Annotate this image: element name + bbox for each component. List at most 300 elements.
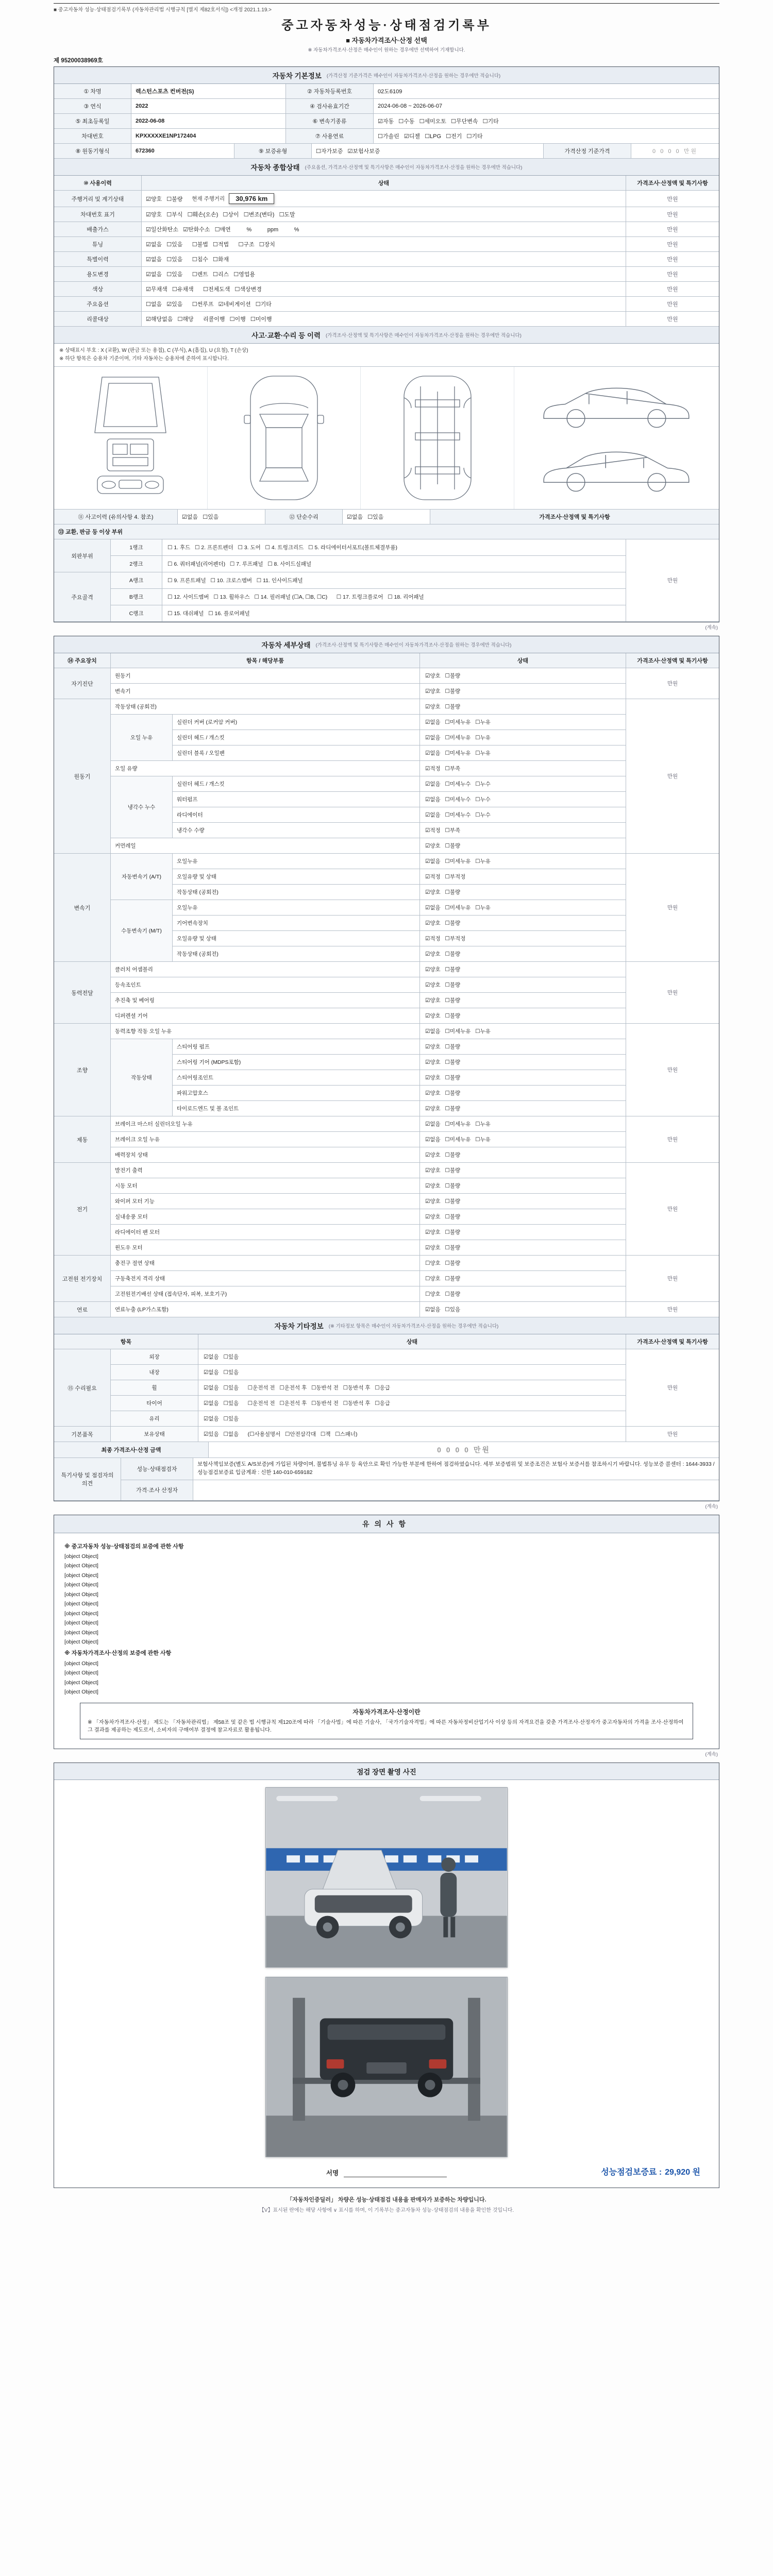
detail-row bbox=[111, 1008, 626, 1024]
detail-row bbox=[111, 1271, 626, 1286]
price-cell: 만원 bbox=[626, 282, 719, 297]
detail-item-label: 실린더 블록 / 오일팬 bbox=[173, 745, 420, 761]
section-detail-note: (가격조사·산정액 및 특기사항은 매수인이 자동차가격조사·산정을 원하는 경우에만 적습니다) bbox=[315, 642, 512, 648]
rank-checkbox-group[interactable]: ☐ 15. 대쉬패널 ☐ 16. 플로어패널 bbox=[162, 605, 626, 622]
detail-status-checkbox-group[interactable]: ☑양호 ☐불량 bbox=[420, 946, 626, 962]
notice-part2-title: ※ 자동차가격조사·산정의 보증에 관한 사항 bbox=[64, 1650, 172, 1657]
detail-section-rows bbox=[111, 1024, 626, 1039]
footer-check-mark-note: 【V】표시된 란에는 해당 사항에 ∨ 표시를 하며, 이 기록부는 중고자동차 성능·상태점검의 내용을 확인한 것입니다. bbox=[259, 2207, 514, 2213]
final-price-row bbox=[54, 1442, 719, 1458]
notice-title: 유의사항 bbox=[54, 1515, 719, 1533]
detail-row bbox=[111, 1225, 626, 1240]
detail-status-checkbox-group[interactable]: ☑양호 ☐불량 bbox=[420, 1240, 626, 1256]
detail-section-rows bbox=[111, 838, 626, 854]
side-view-right-diagram bbox=[539, 442, 694, 498]
notice-item: [object Object] bbox=[64, 1639, 98, 1645]
detail-row bbox=[111, 1163, 626, 1178]
detail-status-checkbox-group[interactable]: ☑양호 ☐불량 bbox=[420, 1163, 626, 1178]
status-options[interactable]: ☑양호 ☐부식 ☐훼손(오손) ☐상이 ☐변조(변타) ☐도말 bbox=[146, 212, 295, 218]
signature-zone bbox=[282, 2167, 491, 2177]
field-value-checkbox-group[interactable]: ☐가솔린 ☑디젤 ☐LPG ☐전기 ☐기타 bbox=[374, 129, 719, 144]
notice-item: [object Object] bbox=[64, 1611, 98, 1617]
column-header-item: 항목 bbox=[54, 1334, 198, 1349]
status-options[interactable]: ☑일산화탄소 ☑탄화수소 ☐매연 % ppm % bbox=[146, 227, 299, 233]
field-label: 차대번호 bbox=[54, 129, 131, 144]
detail-group-name: 연료 bbox=[54, 1302, 111, 1317]
detail-status-checkbox-group[interactable]: ☑양호 ☐불량 bbox=[420, 916, 626, 931]
basic-info-row bbox=[54, 129, 719, 144]
rank-label: 1랭크 bbox=[111, 539, 162, 556]
notice-item: [object Object] bbox=[64, 1660, 98, 1667]
detail-section-rows bbox=[111, 962, 626, 1024]
overall-status-checkbox-group[interactable] bbox=[142, 282, 626, 297]
detail-section bbox=[111, 1163, 626, 1256]
detail-item-label: 배력장치 상태 bbox=[111, 1147, 420, 1163]
page-footer bbox=[54, 2195, 719, 2213]
detail-row bbox=[173, 776, 626, 792]
exchange-rank-list bbox=[111, 572, 626, 622]
detail-status-checkbox-group[interactable]: ☑양호 ☐불량 bbox=[420, 668, 626, 684]
detail-status-checkbox-group[interactable]: ☑없음 ☐미세누유 ☐누유 bbox=[420, 730, 626, 745]
detail-section bbox=[111, 1302, 626, 1317]
detail-section-rows bbox=[111, 668, 626, 699]
status-options[interactable]: ☑해당없음 ☐해당 리콜이행 ☐이행 ☐미이행 bbox=[146, 316, 272, 323]
section-overall-title: 자동차 종합상태 bbox=[250, 164, 300, 172]
field-value-checkbox-group[interactable]: 02도6109 bbox=[374, 84, 719, 99]
field-value: 2022 bbox=[131, 99, 286, 114]
accident-history-row bbox=[54, 510, 719, 524]
detail-item-label: 추진축 및 베어링 bbox=[111, 993, 420, 1008]
column-header-part: 항목 / 해당부품 bbox=[111, 653, 420, 668]
exchange-group-name: 외판부위 bbox=[54, 539, 111, 572]
detail-group-sections bbox=[111, 962, 626, 1024]
etc-group-rows bbox=[111, 1349, 626, 1427]
column-header-status: 상태 bbox=[142, 176, 626, 191]
detail-row bbox=[111, 962, 626, 977]
detail-group bbox=[54, 1024, 719, 1116]
detail-item-label: 파워고압호스 bbox=[173, 1086, 420, 1101]
detail-group-name: 조향 bbox=[54, 1024, 111, 1116]
exchange-group-name: 주요골격 bbox=[54, 572, 111, 622]
mileage-label: 현재 주행거리 bbox=[192, 196, 225, 202]
detail-status-checkbox-group[interactable]: ☑적정 ☐부족 bbox=[420, 761, 626, 776]
detail-row bbox=[173, 869, 626, 885]
detail-group-name: 원동기 bbox=[54, 699, 111, 854]
detail-section bbox=[111, 761, 626, 776]
detail-item-label: 발전기 출력 bbox=[111, 1163, 420, 1178]
detail-item-label: 작동상태 (공회전) bbox=[173, 885, 420, 900]
engine-type-label: ⑧ 원동기형식 bbox=[54, 144, 131, 159]
notice-items-2 bbox=[64, 1660, 709, 1697]
detail-item-label: 실린더 헤드 / 개스킷 bbox=[173, 776, 420, 792]
detail-status-checkbox-group[interactable]: ☐양호 ☐불량 bbox=[420, 1256, 626, 1271]
column-header-price: 가격조사·산정액 및 특기사항 bbox=[626, 1334, 719, 1349]
detail-item-label: 브레이크 오일 누유 bbox=[111, 1132, 420, 1147]
price-cell: 만원 bbox=[626, 222, 719, 237]
detail-status-checkbox-group[interactable]: ☑없음 ☐미세누수 ☐누수 bbox=[420, 807, 626, 823]
detail-row bbox=[173, 730, 626, 745]
document-page bbox=[54, 0, 719, 2213]
mileage-value: 30,976 km bbox=[229, 193, 274, 204]
column-header-price: 가격조사·산정액 및 특기사항 bbox=[626, 176, 719, 191]
etc-item-label: 휠 bbox=[111, 1380, 198, 1396]
etc-table bbox=[54, 1349, 719, 1442]
section-box-1 bbox=[54, 66, 719, 622]
section-box-2 bbox=[54, 636, 719, 1501]
fee-zone bbox=[491, 2165, 700, 2177]
final-price-value: 0 0 0 0 만원 bbox=[209, 1442, 719, 1458]
detail-group-name: 동력전달 bbox=[54, 962, 111, 1024]
etc-status-checkbox-group[interactable]: ☑있음 ☐없음 (☐사용설명서 ☐안전삼각대 ☐잭 ☐스패너) bbox=[198, 1427, 626, 1442]
etc-status-checkbox-group[interactable]: ☑없음 ☐있음 bbox=[198, 1411, 626, 1427]
overall-status-checkbox-group[interactable] bbox=[142, 222, 626, 237]
exchange-table bbox=[54, 539, 719, 622]
detail-item-label: 냉각수 수량 bbox=[173, 823, 420, 838]
overall-row bbox=[54, 237, 719, 252]
detail-subgroup-label: 오일 누유 bbox=[111, 715, 173, 761]
rank-label: C랭크 bbox=[111, 605, 162, 622]
etc-status-checkbox-group[interactable]: ☑없음 ☐있음 ☐운전석 전 ☐운전석 후 ☐동반석 전 ☐동반석 후 ☐응급 bbox=[198, 1396, 626, 1411]
exchange-groups bbox=[54, 539, 626, 622]
section-box-photos bbox=[54, 1762, 719, 2188]
detail-group-sections bbox=[111, 699, 626, 854]
overall-item-label: 용도변경 bbox=[54, 267, 142, 282]
price-definition-box bbox=[80, 1703, 693, 1739]
etc-group-name: ⑮ 수리필요 bbox=[54, 1349, 111, 1427]
detail-section bbox=[111, 900, 626, 962]
detail-status-checkbox-group[interactable]: ☑적정 ☐부적정 bbox=[420, 869, 626, 885]
detail-item-label: 커먼레일 bbox=[111, 838, 420, 854]
overall-row bbox=[54, 282, 719, 297]
detail-section-rows bbox=[173, 1039, 626, 1116]
section-etc-title: 자동차 기타정보 bbox=[274, 1323, 324, 1330]
overall-row bbox=[54, 207, 719, 222]
detail-group-name: 제동 bbox=[54, 1116, 111, 1163]
rank-checkbox-group[interactable]: ☐ 1. 후드 ☐ 2. 프론트펜더 ☐ 3. 도어 ☐ 4. 트렁크리드 ☐ 5. 라디에이터서포트(볼트체결부품) bbox=[162, 539, 626, 556]
etc-column-headers bbox=[54, 1334, 719, 1349]
section-detail-header bbox=[54, 636, 719, 653]
price-cell: 만원 bbox=[626, 297, 719, 312]
detail-section bbox=[111, 854, 626, 900]
detail-item-label: 스티어링 펌프 bbox=[173, 1039, 420, 1055]
detail-status-checkbox-group[interactable]: ☑양호 ☐불량 bbox=[420, 684, 626, 699]
detail-row bbox=[111, 1286, 626, 1302]
detail-section-rows bbox=[173, 854, 626, 900]
document-number: 제 95200038969호 bbox=[54, 58, 103, 64]
detail-item-label: 등속조인트 bbox=[111, 977, 420, 993]
detail-group-sections bbox=[111, 1024, 626, 1116]
detail-status-checkbox-group[interactable]: ☑양호 ☐불량 bbox=[420, 1008, 626, 1024]
etc-item-label: 보유상태 bbox=[111, 1427, 198, 1442]
page-title: 중고자동차성능·상태점검기록부 bbox=[281, 19, 492, 32]
detail-price-cell: 만원 bbox=[626, 962, 719, 1024]
section-detail-title: 자동차 세부상태 bbox=[261, 641, 311, 649]
detail-item-label: 오일누유 bbox=[173, 900, 420, 916]
status-options[interactable]: ☑무채색 ☐유채색 ☐전체도색 ☐색상변경 bbox=[146, 286, 262, 293]
detail-item-label: 오일누유 bbox=[173, 854, 420, 869]
detail-item-label: 라디에이터 팬 모터 bbox=[111, 1225, 420, 1240]
overall-row bbox=[54, 267, 719, 282]
detail-group-sections bbox=[111, 1163, 626, 1256]
detail-price-cell: 만원 bbox=[626, 1302, 719, 1317]
detail-price-cell: 만원 bbox=[626, 1163, 719, 1256]
detail-status-checkbox-group[interactable]: ☑양호 ☐불량 bbox=[420, 1194, 626, 1209]
section-photos-header bbox=[54, 1763, 719, 1780]
etc-price-cell: 만원 bbox=[626, 1427, 719, 1442]
overall-status-checkbox-group[interactable] bbox=[142, 252, 626, 267]
detail-status-checkbox-group[interactable]: ☑없음 ☐미세누유 ☐누유 bbox=[420, 745, 626, 761]
detail-row bbox=[111, 1132, 626, 1147]
accident-price-header: 가격조사·산정액 및 특기사항 bbox=[430, 510, 719, 524]
detail-group-name: 전기 bbox=[54, 1163, 111, 1256]
opinion-author-label: 가격·조사 산정자 bbox=[121, 1480, 193, 1501]
detail-row bbox=[111, 684, 626, 699]
overall-row bbox=[54, 222, 719, 237]
overall-status-checkbox-group[interactable] bbox=[142, 297, 626, 312]
field-value-checkbox-group[interactable]: 2024-06-08 ~ 2026-06-07 bbox=[374, 99, 719, 114]
detail-row bbox=[111, 1024, 626, 1039]
overall-status-checkbox-group[interactable] bbox=[142, 267, 626, 282]
detail-item-label: 오일유량 및 상태 bbox=[173, 869, 420, 885]
detail-item-label: 스티어링조인트 bbox=[173, 1070, 420, 1086]
detail-row bbox=[173, 931, 626, 946]
detail-status-checkbox-group[interactable]: ☑없음 ☐미세누유 ☐누유 bbox=[420, 854, 626, 869]
detail-item-label: 구동축전지 격리 상태 bbox=[111, 1271, 420, 1286]
detail-item-label: 연료누출 (LP가스포함) bbox=[111, 1302, 420, 1317]
overall-item-label: 리콜대상 bbox=[54, 312, 142, 327]
section-overall-header bbox=[54, 159, 719, 176]
detail-group bbox=[54, 1163, 719, 1256]
detail-row bbox=[173, 900, 626, 916]
exchange-title: ⑬ 교환, 판금 등 이상 부위 bbox=[54, 524, 719, 539]
overall-row bbox=[54, 252, 719, 267]
overall-table bbox=[54, 191, 719, 327]
exchange-group bbox=[54, 539, 626, 572]
overall-status-checkbox-group[interactable] bbox=[142, 207, 626, 222]
field-label: ⑦ 사용연료 bbox=[286, 129, 374, 144]
detail-status-checkbox-group[interactable]: ☑양호 ☐불량 bbox=[420, 977, 626, 993]
continued-mark: (계속) bbox=[705, 1503, 718, 1510]
detail-item-label: 실내송풍 모터 bbox=[111, 1209, 420, 1225]
detail-row bbox=[173, 807, 626, 823]
detail-row bbox=[173, 854, 626, 869]
detail-row bbox=[111, 1147, 626, 1163]
detail-row bbox=[111, 1240, 626, 1256]
detail-section bbox=[111, 668, 626, 699]
detail-status-checkbox-group[interactable]: ☑없음 ☐미세누유 ☐누유 bbox=[420, 715, 626, 730]
section-accident-header bbox=[54, 327, 719, 344]
inspection-photo-vehicle-lift bbox=[265, 1977, 508, 2157]
status-options[interactable]: ☑없음 ☐있음 ☐불법 ☐적법 ☐구조 ☐장치 bbox=[146, 242, 275, 248]
detail-status-checkbox-group[interactable]: ☑없음 ☐미세누유 ☐누유 bbox=[420, 1024, 626, 1039]
detail-status-checkbox-group[interactable]: ☑양호 ☐불량 bbox=[420, 1209, 626, 1225]
rank-checkbox-group[interactable]: ☐ 6. 쿼터패널(리어펜더) ☐ 7. 루프패널 ☐ 8. 사이드실패널 bbox=[162, 556, 626, 572]
exchange-title-row bbox=[54, 524, 719, 539]
detail-status-checkbox-group[interactable]: ☑없음 ☐미세누수 ☐누수 bbox=[420, 792, 626, 807]
rank-checkbox-group[interactable]: ☐ 9. 프론트패널 ☐ 10. 크로스멤버 ☐ 11. 인사이드패널 bbox=[162, 572, 626, 589]
status-options[interactable]: ☐없음 ☑있음 ☐썬루프 ☑네비게이션 ☐기타 bbox=[146, 301, 272, 308]
etc-status-checkbox-group[interactable]: ☑없음 ☐있음 ☐운전석 전 ☐운전석 후 ☐동반석 전 ☐동반석 후 ☐응급 bbox=[198, 1380, 626, 1396]
car-diagram-top-view bbox=[208, 367, 361, 509]
detail-section bbox=[111, 838, 626, 854]
overall-item-label: 튜닝 bbox=[54, 237, 142, 252]
detail-status-checkbox-group[interactable]: ☑적정 ☐부적정 bbox=[420, 931, 626, 946]
overall-item-label: 주요옵션 bbox=[54, 297, 142, 312]
price-cell: 만원 bbox=[626, 191, 719, 207]
base-price-value: 0 0 0 0 만원 bbox=[631, 144, 719, 159]
detail-group-sections bbox=[111, 1302, 626, 1317]
detail-status-checkbox-group[interactable]: ☑양호 ☐불량 bbox=[420, 699, 626, 715]
etc-group-name: 기본품목 bbox=[54, 1427, 111, 1442]
detail-item-label: 실린더 헤드 / 개스킷 bbox=[173, 730, 420, 745]
detail-item-label: 브레이크 마스터 실린더오일 누유 bbox=[111, 1116, 420, 1132]
detail-item-label: 고전원전기배선 상태 (접속단자, 피복, 보호기구) bbox=[111, 1286, 420, 1302]
subtitle-note: ※ 자동차가격조사·산정은 매수인이 원하는 경우에만 선택하여 기재합니다. bbox=[308, 47, 465, 53]
etc-status-checkbox-group[interactable]: ☑없음 ☐있음 bbox=[198, 1365, 626, 1380]
detail-row bbox=[173, 1055, 626, 1070]
detail-status-checkbox-group[interactable]: ☑없음 ☐있음 bbox=[420, 1302, 626, 1317]
section-basic-note: (가격산정 기준가격은 매수인이 자동차가격조사·산정을 원하는 경우에만 적습니다) bbox=[326, 73, 501, 79]
exchange-rank-row bbox=[111, 572, 626, 589]
detail-status-checkbox-group[interactable]: ☑양호 ☐불량 bbox=[420, 1055, 626, 1070]
rank-checkbox-group[interactable]: ☐ 12. 사이드멤버 ☐ 13. 휠하우스 ☐ 14. 필러패널 (☐A, ☐B, ☐C) ☐ 17. 트렁크플로어 ☐ 18. 리어패널 bbox=[162, 589, 626, 605]
detail-item-label: 작동상태 (공회전) bbox=[173, 946, 420, 962]
overall-status-checkbox-group[interactable] bbox=[142, 312, 626, 327]
overall-status-checkbox-group[interactable] bbox=[142, 191, 626, 207]
detail-price-cell: 만원 bbox=[626, 1024, 719, 1116]
column-header-price: 가격조사·산정액 및 특기사항 bbox=[626, 653, 719, 668]
detail-item-label: 시동 모터 bbox=[111, 1178, 420, 1194]
simple-repair-checkbox-group[interactable]: ☑없음 ☐있음 bbox=[343, 510, 430, 524]
status-options[interactable]: ☑없음 ☐있음 ☐렌트 ☐리스 ☐영업용 bbox=[146, 272, 256, 278]
engine-bay-diagram bbox=[76, 371, 184, 505]
detail-section bbox=[111, 776, 626, 838]
detail-item-label: 와이퍼 모터 기능 bbox=[111, 1194, 420, 1209]
status-options[interactable]: ☑없음 ☐있음 ☐침수 ☐화재 bbox=[146, 257, 229, 263]
etc-item-label: 유리 bbox=[111, 1411, 198, 1427]
detail-group bbox=[54, 668, 719, 699]
field-value-checkbox-group[interactable]: ☑자동 ☐수동 ☐세미오토 ☐무단변속 ☐기타 bbox=[374, 114, 719, 129]
detail-item-label: 디퍼렌셜 기어 bbox=[111, 1008, 420, 1024]
detail-status-checkbox-group[interactable]: ☑양호 ☐불량 bbox=[420, 885, 626, 900]
detail-status-checkbox-group[interactable]: ☑양호 ☐불량 bbox=[420, 1178, 626, 1194]
opinion-text: 보험사책임보증(별도 A/S보증)에 가입된 차량이며, 불법튜닝 유무 등 육안으로 확인 가능한 부분에 한하여 점검하였습니다. 세부 보증범위 및 보증조건은 보험사 보증서를 참조하시기 바랍니다. 성능보증 콜센터 : 1644-3933 / 성능점검보증료 입금계좌 : 신한 140-010-659182 bbox=[193, 1458, 719, 1480]
etc-price-cell: 만원 bbox=[626, 1349, 719, 1427]
detail-status-checkbox-group[interactable]: ☑양호 ☐불량 bbox=[420, 1039, 626, 1055]
detail-section-rows bbox=[111, 1302, 626, 1317]
detail-section bbox=[111, 1039, 626, 1116]
accident-history-checkbox-group[interactable]: ☑없음 ☐있음 bbox=[178, 510, 265, 524]
section-photos-title: 점검 장면 촬영 사진 bbox=[357, 1768, 416, 1776]
detail-row bbox=[173, 1039, 626, 1055]
notice-item: [object Object] bbox=[64, 1689, 98, 1696]
detail-section bbox=[111, 1116, 626, 1163]
detail-item-label: 스티어링 기어 (MDPS포함) bbox=[173, 1055, 420, 1070]
detail-status-checkbox-group[interactable]: ☑없음 ☐미세누수 ☐누수 bbox=[420, 776, 626, 792]
section-etc-header bbox=[54, 1317, 719, 1334]
detail-group-sections bbox=[111, 1256, 626, 1302]
side-view-left-diagram bbox=[539, 378, 694, 434]
detail-item-label: 변속기 bbox=[111, 684, 420, 699]
detail-status-checkbox-group[interactable]: ☑양호 ☐불량 bbox=[420, 962, 626, 977]
price-definition-text: ※ 「자동차가격조사·산정」 제도는 「자동차관리법」 제58조 및 같은 법 시행규칙 제120조에 따라 「기술사법」에 따른 기술사, 「국가기술자격법」에 따른 자동차정비산업기사 이상 등의 자격요건을 갖춘 가격조사·산정자가 중고자동차의 가격을 조사·산정하여 그 결과를 제공하는 제도로서, 소비자의 구매여부 결정에 참고자료로 활용됩니다. bbox=[88, 1719, 684, 1734]
detail-status-checkbox-group[interactable]: ☑적정 ☐부족 bbox=[420, 823, 626, 838]
status-options[interactable]: ☑양호 ☐불량 bbox=[146, 196, 183, 202]
rank-label: A랭크 bbox=[111, 572, 162, 589]
detail-section-rows bbox=[111, 1163, 626, 1256]
detail-section-rows bbox=[111, 699, 626, 715]
detail-status-checkbox-group[interactable]: ☑양호 ☐불량 bbox=[420, 1101, 626, 1116]
detail-status-checkbox-group[interactable]: ☐양호 ☐불량 bbox=[420, 1271, 626, 1286]
overall-item-label: 색상 bbox=[54, 282, 142, 297]
car-diagram-side-views bbox=[514, 367, 719, 509]
opinion-row bbox=[121, 1458, 719, 1480]
detail-status-checkbox-group[interactable]: ☑없음 ☐미세누유 ☐누유 bbox=[420, 1132, 626, 1147]
etc-group bbox=[54, 1349, 719, 1427]
notice-item: [object Object] bbox=[64, 1620, 98, 1626]
detail-section bbox=[111, 1024, 626, 1039]
detail-status-checkbox-group[interactable]: ☑없음 ☐미세누유 ☐누유 bbox=[420, 1116, 626, 1132]
top-view-diagram bbox=[235, 371, 333, 505]
exchange-rank-row bbox=[111, 556, 626, 572]
exchange-rank-list bbox=[111, 539, 626, 572]
detail-row bbox=[111, 699, 626, 715]
rank-label: B랭크 bbox=[111, 589, 162, 605]
notice-part1-title: ※ 중고자동차 성능·상태점검의 보증에 관한 사항 bbox=[64, 1543, 184, 1550]
detail-row bbox=[111, 838, 626, 854]
detail-status-checkbox-group[interactable]: ☑없음 ☐미세누유 ☐누유 bbox=[420, 900, 626, 916]
detail-row bbox=[111, 993, 626, 1008]
section-basic-title: 자동차 기본정보 bbox=[272, 72, 322, 80]
etc-status-checkbox-group[interactable]: ☑없음 ☐있음 bbox=[198, 1349, 626, 1365]
detail-item-label: 클러치 어셈블리 bbox=[111, 962, 420, 977]
field-value: 렉스턴스포츠 컨버전(S) bbox=[131, 84, 286, 99]
detail-item-label: 윈도우 모터 bbox=[111, 1240, 420, 1256]
detail-section-rows bbox=[173, 900, 626, 962]
detail-section-rows bbox=[111, 1116, 626, 1163]
detail-status-checkbox-group[interactable]: ☑양호 ☐불량 bbox=[420, 1147, 626, 1163]
price-cell: 만원 bbox=[626, 237, 719, 252]
warranty-type-checkbox-group[interactable]: ☐자가보증 ☑보험사보증 bbox=[312, 144, 544, 159]
overall-row bbox=[54, 312, 719, 327]
detail-status-checkbox-group[interactable]: ☐양호 ☐불량 bbox=[420, 1286, 626, 1302]
continued-mark: (계속) bbox=[705, 625, 718, 631]
field-value: KPXXXXXE1NP172404 bbox=[131, 129, 286, 144]
detail-row bbox=[173, 885, 626, 900]
etc-item-label: 타이어 bbox=[111, 1396, 198, 1411]
notice-item: [object Object] bbox=[64, 1630, 98, 1636]
detail-status-checkbox-group[interactable]: ☑양호 ☐불량 bbox=[420, 838, 626, 854]
detail-row bbox=[173, 792, 626, 807]
detail-item-label: 오일유량 및 상태 bbox=[173, 931, 420, 946]
detail-section bbox=[111, 1256, 626, 1302]
exchange-rank-row bbox=[111, 605, 626, 622]
detail-status-checkbox-group[interactable]: ☑양호 ☐불량 bbox=[420, 993, 626, 1008]
detail-group bbox=[54, 1302, 719, 1317]
opinion-rows bbox=[121, 1458, 719, 1501]
detail-row bbox=[173, 715, 626, 730]
detail-item-label: 실린더 커버 (로커암 커버) bbox=[173, 715, 420, 730]
detail-status-checkbox-group[interactable]: ☑양호 ☐불량 bbox=[420, 1225, 626, 1240]
section-overall-note: (주요옵션, 가격조사·산정액 및 특기사항은 매수인이 자동차가격조사·산정을 원하는 경우에만 적습니다) bbox=[305, 165, 523, 171]
notice-body bbox=[54, 1533, 719, 1749]
overall-status-checkbox-group[interactable] bbox=[142, 237, 626, 252]
detail-status-checkbox-group[interactable]: ☑양호 ☐불량 bbox=[420, 1086, 626, 1101]
overall-column-headers bbox=[54, 176, 719, 191]
signature-label: 서명 bbox=[326, 2169, 339, 2177]
detail-status-checkbox-group[interactable]: ☑양호 ☐불량 bbox=[420, 1070, 626, 1086]
etc-group-rows bbox=[111, 1427, 626, 1442]
